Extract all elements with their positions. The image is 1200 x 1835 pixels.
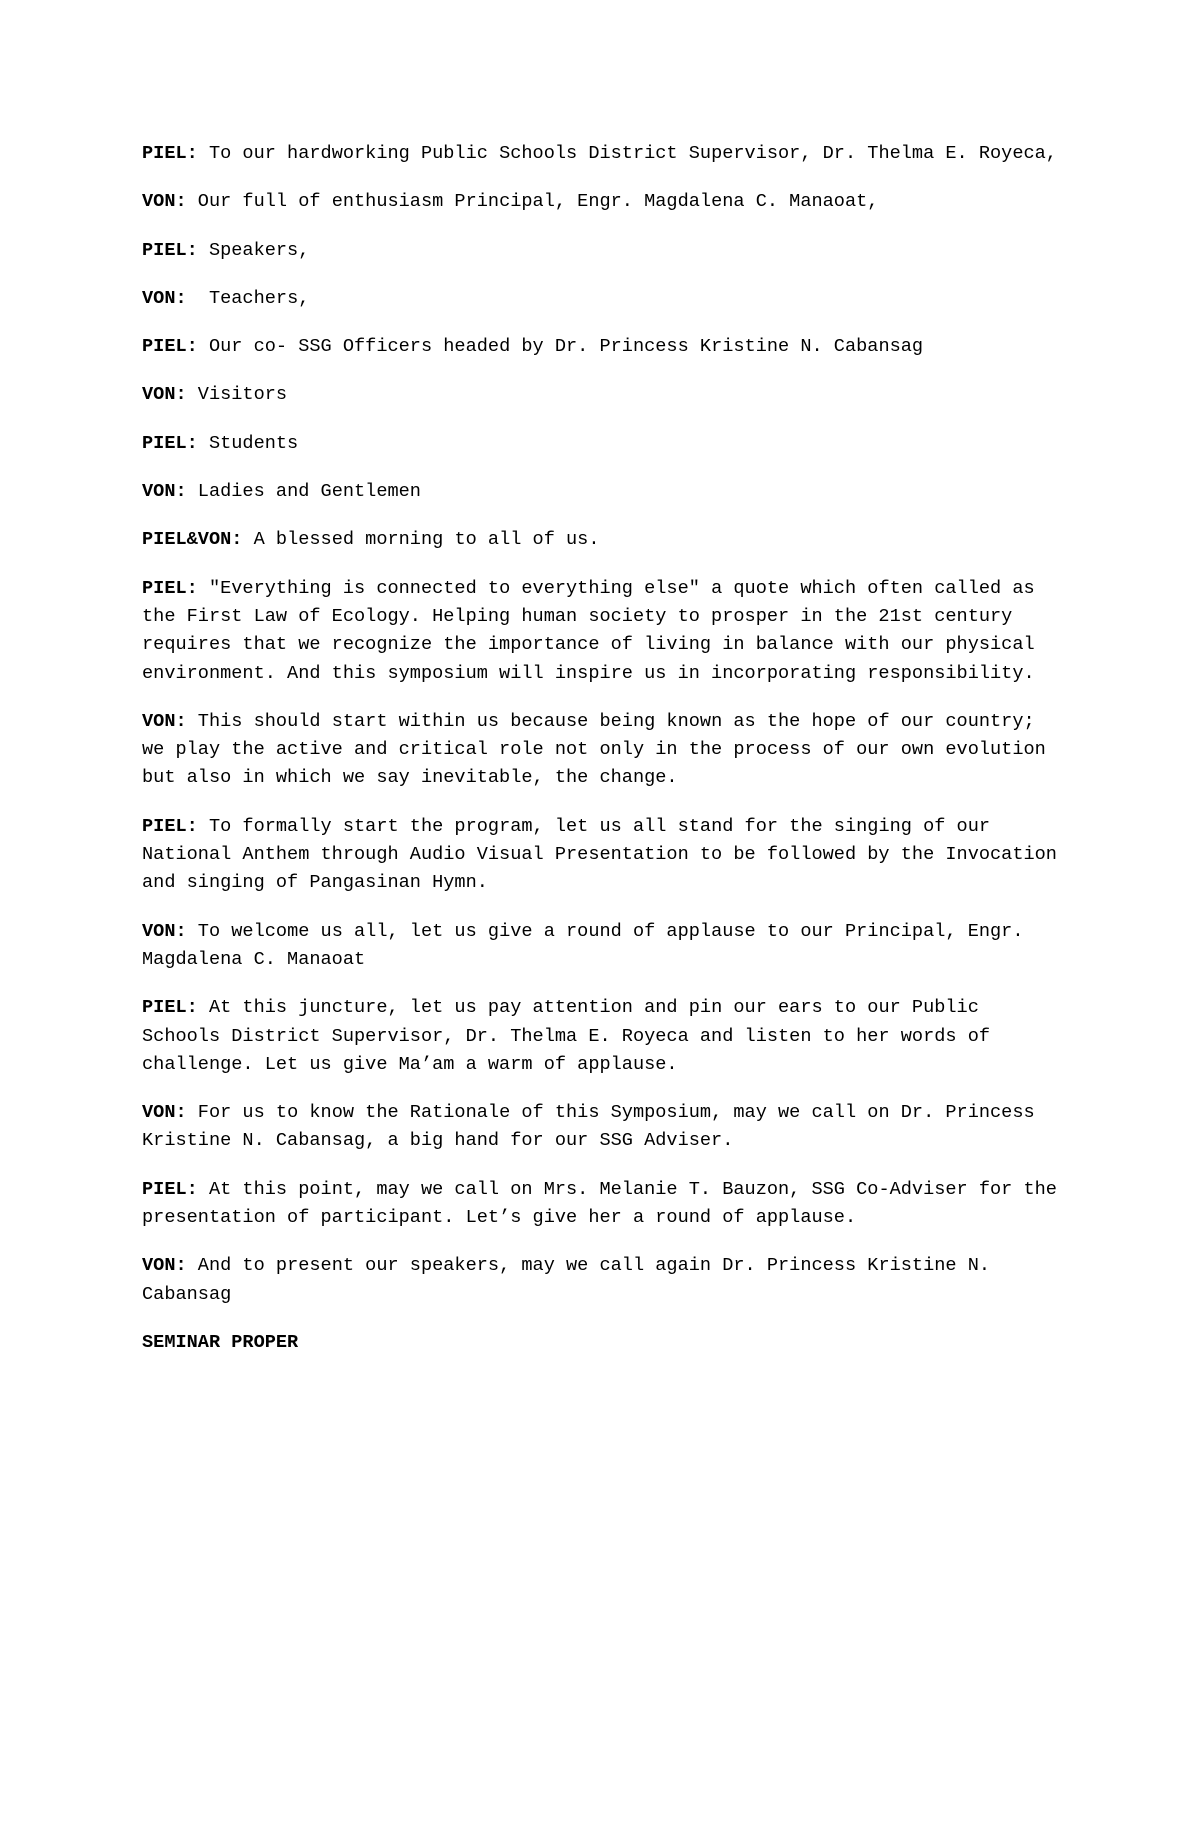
- script-line: [142, 140, 1062, 168]
- line-text: At this point, may we call on Mrs. Melanie T. Bauzon, SSG Co-Adviser for the presentation of participant. Let’s give her a round of applause.: [142, 1178, 1057, 1229]
- line-text: To formally start the program, let us all stand for the singing of our National Anthem through Audio Visual Presentation to be followed by the Invocation and singing of Pangasinan Hymn.: [142, 815, 1057, 894]
- script-line: [142, 188, 1062, 216]
- speaker-label: PIEL:: [142, 239, 198, 261]
- speaker-label: PIEL:: [142, 432, 198, 454]
- speaker-label: PIEL:: [142, 577, 198, 599]
- script-line: [142, 430, 1062, 458]
- script-line: [142, 994, 1062, 1079]
- script-line: [142, 1252, 1062, 1309]
- script-line: [142, 526, 1062, 554]
- line-text: Our full of enthusiasm Principal, Engr. Magdalena C. Manaoat,: [186, 191, 879, 213]
- speaker-label: VON:: [142, 710, 187, 732]
- script-line: [142, 1099, 1062, 1156]
- line-text: Teachers,: [186, 287, 310, 309]
- speaker-label: PIEL:: [142, 143, 198, 164]
- section-heading: SEMINAR PROPER: [142, 1331, 299, 1353]
- line-text: Visitors: [186, 384, 288, 406]
- line-text: To our hardworking Public Schools District Supervisor, Dr. Thelma E. Royeca,: [197, 143, 1057, 164]
- script-line: [142, 1176, 1062, 1233]
- script-line: [142, 333, 1062, 361]
- speaker-label: PIEL:: [142, 815, 198, 837]
- line-text: Ladies and Gentlemen: [186, 481, 421, 503]
- line-text: For us to know the Rationale of this Symposium, may we call on Dr. Princess Kristine N. Cabansag, a big hand for our SSG Adviser.: [142, 1102, 1035, 1152]
- script-line: [142, 237, 1062, 265]
- line-text: Our co- SSG Officers headed by Dr. Princess Kristine N. Cabansag: [197, 336, 924, 358]
- speaker-label: VON:: [142, 384, 187, 406]
- script-line: [142, 708, 1062, 793]
- speaker-label: PIEL:: [142, 1178, 198, 1200]
- speaker-label: VON:: [142, 287, 187, 309]
- speaker-label: VON:: [142, 1102, 187, 1124]
- line-text: At this juncture, let us pay attention and pin our ears to our Public Schools District Supervisor, Dr. Thelma E. Royeca and listen to her words of challenge. Let us give Ma’am a warm of applause.: [142, 997, 991, 1075]
- speaker-label: VON:: [142, 481, 187, 503]
- line-text: And to present our speakers, may we call again Dr. Princess Kristine N. Cabansag: [142, 1255, 991, 1305]
- speaker-label: PIEL:: [142, 997, 198, 1019]
- script-line: [142, 575, 1062, 688]
- line-text: Speakers,: [197, 239, 310, 261]
- speaker-label: PIEL:: [142, 336, 198, 358]
- speaker-label: PIEL&VON:: [142, 529, 243, 551]
- speaker-label: VON:: [142, 920, 187, 942]
- speaker-label: VON:: [142, 191, 187, 213]
- line-text: A blessed morning to all of us.: [242, 529, 600, 551]
- script-line: [142, 381, 1062, 409]
- line-text: Students: [197, 432, 299, 454]
- speaker-label: VON:: [142, 1255, 187, 1277]
- line-text: To welcome us all, let us give a round of applause to our Principal, Engr. Magdalena C. Manaoat: [142, 920, 1024, 970]
- program-script: [142, 140, 1062, 1357]
- script-line: [142, 813, 1062, 898]
- script-line: [142, 918, 1062, 975]
- script-line: [142, 285, 1062, 313]
- line-text: "Everything is connected to everything else" a quote which often called as the First Law of Ecology. Helping human society to prosper in the 21st century requires that we recognize the importance of living in balance with our physical environment. And this symposium will inspire us in incorporating responsibility.: [142, 577, 1035, 684]
- line-text: This should start within us because being known as the hope of our country; we play the active and critical role not only in the process of our own evolution but also in which we say inevitable, the change.: [142, 710, 1046, 789]
- script-line: [142, 478, 1062, 506]
